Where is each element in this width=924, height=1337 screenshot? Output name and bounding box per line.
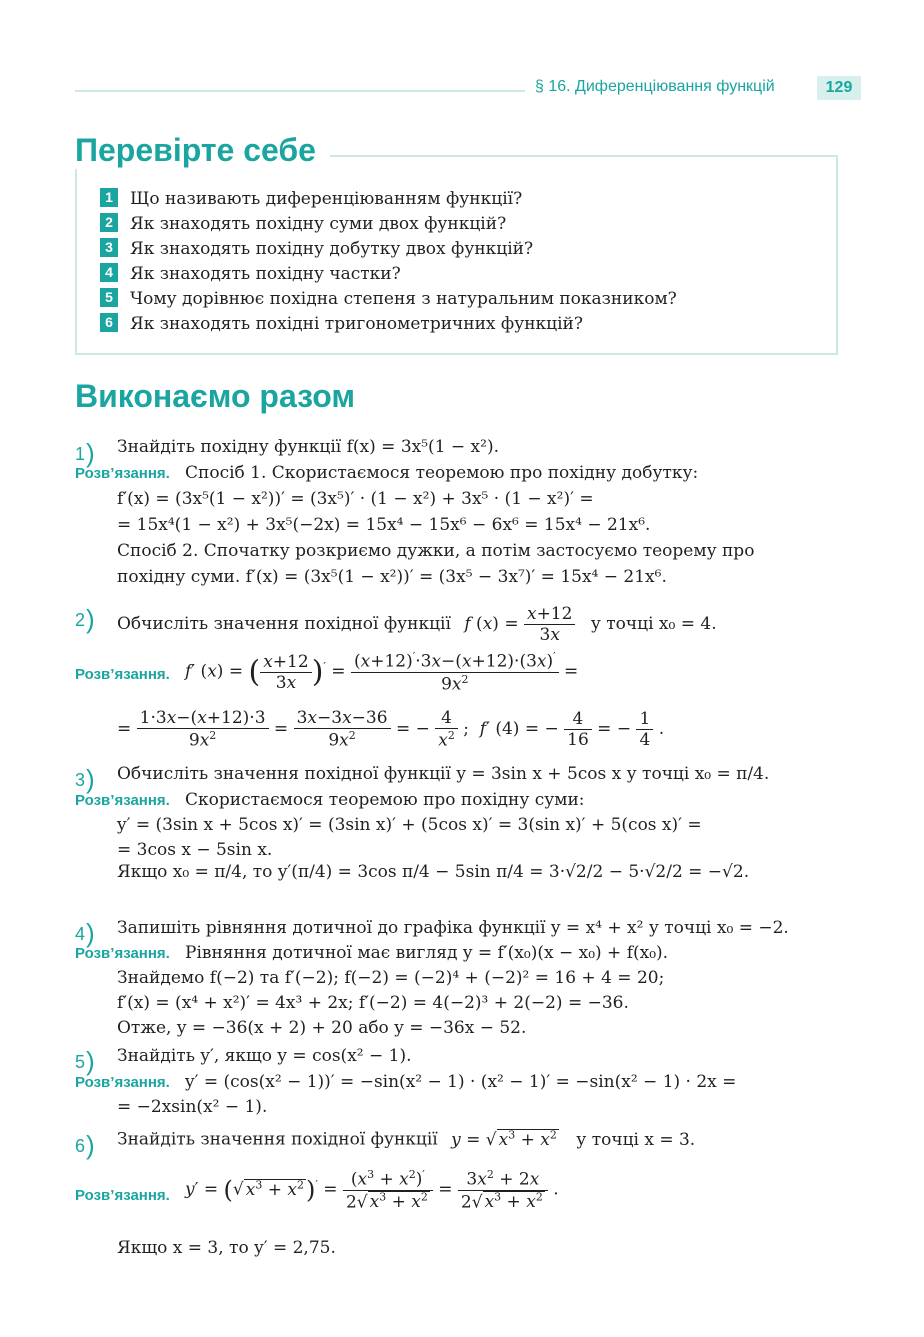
- solution-line: Знайдемо f(−2) та f′(−2); f(−2) = (−2)⁴ + (−2)² = 16 + 4 = 20;: [117, 968, 665, 988]
- solution-line: = $\frac{1\cdot 3x-(x+12)\cdot 3}{9x^2}$ = $\frac{3x-3x-36}{9x^2}$ = − $\frac{4}{x^2}$ ; f′ (4) = − $\frac{4}{16}$ = − $\frac{1}{4}$ .: [117, 708, 665, 751]
- task-statement: Знайдіть y′, якщо y = cos(x² − 1).: [117, 1046, 412, 1066]
- question-item: [100, 263, 401, 287]
- solution-line: Скористаємося теоремою про похідну суми:: [185, 790, 585, 810]
- solution-label: Розв’язання.: [75, 666, 170, 683]
- solution-line: = −2xsin(x² − 1).: [117, 1097, 268, 1117]
- question-number: 1: [100, 188, 118, 207]
- task-number: 6): [75, 1130, 95, 1160]
- solution-line: Рівняння дотичної має вигляд y = f′(x₀)(x − x₀) + f(x₀).: [185, 943, 669, 963]
- question-item: [100, 288, 677, 312]
- question-item: [100, 313, 583, 337]
- solution-line: y′ = (3sin x + 5cos x)′ = (3sin x)′ + (5cos x)′ = 3(sin x)′ + 5(cos x)′ =: [117, 815, 702, 835]
- solution-line: Спосіб 1. Скористаємося теоремою про похідну добутку:: [185, 463, 699, 483]
- task-statement: Запишіть рівняння дотичної до графіка функції y = x⁴ + x² у точці x₀ = −2.: [117, 918, 789, 938]
- task-statement: Знайдіть значення похідної функції y = √ $x^3 + x^2$ у точці x = 3.: [117, 1128, 696, 1150]
- task-number: 3): [75, 764, 95, 794]
- page-number: 129: [817, 76, 861, 100]
- solution-line: f′(x) = (x⁴ + x²)′ = 4x³ + 2x; f′(−2) = 4(−2)³ + 2(−2) = −36.: [117, 993, 629, 1013]
- question-text: Що називають диференціюванням функції?: [130, 189, 523, 209]
- worked-examples-heading: Виконаємо разом: [75, 378, 356, 414]
- solution-label: Розв’язання.: [75, 1187, 170, 1204]
- solution-line: Якщо x = 3, то y′ = 2,75.: [117, 1238, 336, 1258]
- question-number: 6: [100, 313, 118, 332]
- solution-label: Розв’язання.: [75, 792, 170, 809]
- question-text: Як знаходять похідну суми двох функцій?: [130, 214, 507, 234]
- check-yourself-heading: Перевірте себе: [75, 132, 330, 169]
- solution-line: Якщо x₀ = π/4, то y′(π/4) = 3cos π/4 − 5sin π/4 = 3·√2/2 − 5·√2/2 = −√2.: [117, 862, 750, 882]
- task-number: 5): [75, 1046, 95, 1076]
- task-statement: Обчисліть значення похідної функції y = 3sin x + 5cos x у точці x₀ = π/4.: [117, 764, 770, 784]
- solution-line: = 15x⁴(1 − x²) + 3x⁵(−2x) = 15x⁴ − 15x⁶ − 6x⁶ = 15x⁴ − 21x⁶.: [117, 515, 651, 535]
- question-text: Як знаходять похідну добутку двох функцій?: [130, 239, 534, 259]
- question-text: Як знаходять похідну частки?: [130, 264, 401, 284]
- section-title: § 16. Диференціювання функцій: [535, 78, 775, 95]
- solution-line: f′(x) = (3x⁵(1 − x²))′ = (3x⁵)′ · (1 − x²) + 3x⁵ · (1 − x²)′ =: [117, 489, 594, 509]
- question-text: Як знаходять похідні тригонометричних функцій?: [130, 314, 583, 334]
- solution-line: Отже, y = −36(x + 2) + 20 або y = −36x − 52.: [117, 1018, 527, 1038]
- solution-label: Розв’язання.: [75, 1074, 170, 1091]
- question-item: [100, 238, 533, 262]
- solution-label: Розв’язання.: [75, 945, 170, 962]
- question-item: [100, 188, 522, 212]
- solution-line: y′ = (cos(x² − 1))′ = −sin(x² − 1) · (x² − 1)′ = −sin(x² − 1) · 2x =: [185, 1072, 737, 1092]
- task-number: 1): [75, 438, 95, 468]
- question-item: [100, 213, 506, 237]
- question-number: 3: [100, 238, 118, 257]
- solution-line: похідну суми. f′(x) = (3x⁵(1 − x²))′ = (3x⁵ − 3x⁷)′ = 15x⁴ − 21x⁶.: [117, 567, 667, 587]
- header-rule: [75, 90, 525, 92]
- task-number: 4): [75, 918, 95, 948]
- task-statement: Обчисліть значення похідної функції f (x) = $\frac{x+12}{3x}$ у точці x₀ = 4.: [117, 604, 717, 645]
- solution-label: Розв’язання.: [75, 465, 170, 482]
- task-number: 2): [75, 604, 95, 634]
- question-number: 4: [100, 263, 118, 282]
- question-number: 5: [100, 288, 118, 307]
- solution-line: Спосіб 2. Спочатку розкриємо дужки, а потім застосуємо теорему про: [117, 541, 755, 561]
- question-number: 2: [100, 213, 118, 232]
- solution-line: = 3cos x − 5sin x.: [117, 840, 273, 860]
- solution-line: f′ (x) = ( $\frac{x+12}{3x}$ )′ = $\frac{(x+12)'\cdot 3x-(x+12)\cdot(3x)'}{9x^2}$ =: [185, 650, 579, 695]
- solution-line: y′ = (√ $x^3 + x^2)'$ = $\frac{(x^3 + x^2)'}{2√ x^3 + x^2}$ = $\frac{3x^2 + 2x}{2√ x^3 + x^2}$ .: [185, 1168, 559, 1213]
- question-text: Чому дорівнює похідна степеня з натуральним показником?: [130, 289, 677, 309]
- task-statement: Знайдіть похідну функції f(x) = 3x⁵(1 − x²).: [117, 437, 499, 457]
